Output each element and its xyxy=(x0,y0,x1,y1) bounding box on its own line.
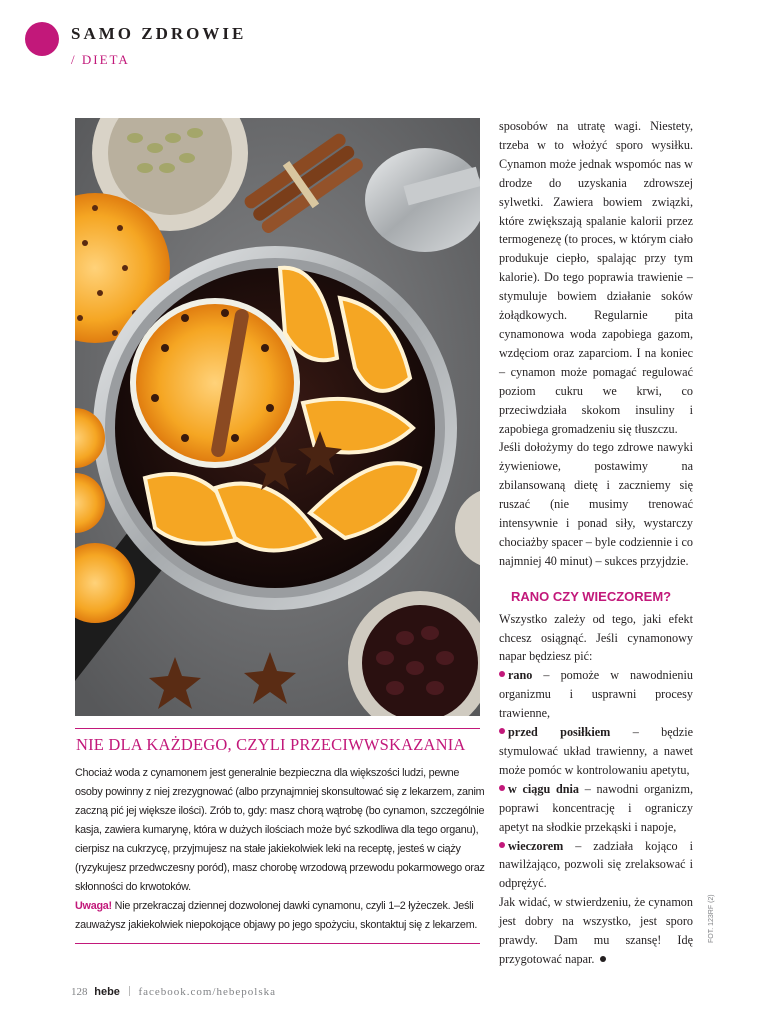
article-column xyxy=(499,117,693,969)
article-paragraph-3: Wszystko zależy od tego, jaki efekt chcesz osiągnąć. Jeśli cynamonowy napar będziesz pić: xyxy=(499,611,693,664)
list-item-before-meal: przed posiłkiem – będzie stymulować układ trawienny, a nawet może pomóc w kontrolowaniu apetytu, xyxy=(499,725,693,777)
box-text xyxy=(75,764,485,935)
list-item-during-day: w ciągu dnia – nawodni organizm, poprawi koncentrację i ograniczy apetyt na słodkie przekąski i napoje, xyxy=(499,781,693,834)
page-number: 128 xyxy=(71,986,88,998)
mulled-cinnamon-drink-photo xyxy=(75,118,480,716)
box-divider-bottom xyxy=(75,943,480,944)
bullet-icon xyxy=(499,671,505,677)
photo-credit: FOT. 123RF (2) xyxy=(708,894,715,943)
article-subheading: RANO CZY WIECZOREM? xyxy=(511,588,672,604)
section-subtitle: / DIETA xyxy=(71,52,130,67)
bullet-icon xyxy=(499,842,505,848)
end-mark-icon xyxy=(600,956,606,962)
bullet-icon xyxy=(499,728,505,734)
footer-separator xyxy=(129,986,130,996)
section-title: SAMO ZDROWIE xyxy=(71,24,247,43)
warning-label: Uwaga! xyxy=(75,900,112,912)
box-divider-top xyxy=(75,728,480,729)
brand-logo: hebe xyxy=(94,986,120,998)
warning-text: Nie przekraczaj dziennej dozwolonej dawki cynamonu, czyli 1–2 łyżeczek. Jeśli zauważysz jakiekolwiek niepokojące objawy po jego spożyciu, skontaktuj się z lekarzem. xyxy=(75,900,478,931)
bullet-icon xyxy=(499,785,505,791)
list-item-morning: rano – pomoże w nawodnieniu organizmu i usprawni procesy trawienne, xyxy=(499,668,693,721)
list-item-evening: wieczorem – zadziała kojąco i nawilżająco, pozwoli się zrelaksować i odprężyć. xyxy=(499,838,693,891)
article-paragraph-2: Jeśli dołożymy do tego zdrowe nawyki żywieniowe, postawimy na zbilansowaną dietę i zaczniemy się ruszać (nie musimy trenować intensywnie i ponad siły, wystarczy chociażby spacer – byle codziennie i co najmniej 40 minut) – sukces przyjdzie. xyxy=(499,440,693,568)
box-title: NIE DLA KAŻDEGO, CZYLI PRZECIWWSKAZANIA xyxy=(76,735,466,754)
section-dot-icon xyxy=(25,22,59,56)
page-footer xyxy=(71,986,276,998)
box-body: Chociaż woda z cynamonem jest generalnie bezpieczna dla większości ludzi, pewne osoby powinny z niej zrezygnować (albo przynajmniej skonsultować się z lekarzem, zanim zaczną pić jej większe ilości). Zrób to, gdy: masz chorą wątrobę (bo cynamon, szczególnie kasja, zawiera kumarynę, która w dużych ilościach może być szkodliwa dla tego organu), cierpisz na cukrzycę, przyjmujesz na stałe jakiekolwiek leki na receptę, jesteś w ciąży (ryzykujesz przedwczesny poród), masz chorobę wrzodową przewodu pokarmowego oraz skłonności do krwotoków. xyxy=(75,767,485,893)
article-paragraph-1: sposobów na utratę wagi. Niestety, trzeba w to włożyć sporo wysiłku. Cynamon może jednak wspomóc nas w drodze do uzyskania zdrowszej sylwetki. Zawiera bowiem związki, które zwiększają spalanie kalorii przez termogenezę (to proces, w którym ciało produkuje ciepło, spalając przy tym kalorie). Do tego poprawia trawienie – stymuluje bowiem działanie soków żołądkowych. Regularnie pita cynamonowa woda zapobiega gazom, wzdęciom oraz zaparciom. I na koniec – cynamon może pomagać regulować poziom cukru we krwi, co przeciwdziała skokom insuliny i zapobiega gromadzeniu się tłuszczu. xyxy=(499,119,693,436)
article-paragraph-4: Jak widać, w stwierdzeniu, że cynamon jest dobry na wszystko, jest sporo prawdy. Dam mu szansę! Idę przygotować napar. xyxy=(499,895,693,966)
facebook-link[interactable]: facebook.com/hebepolska xyxy=(138,986,276,998)
